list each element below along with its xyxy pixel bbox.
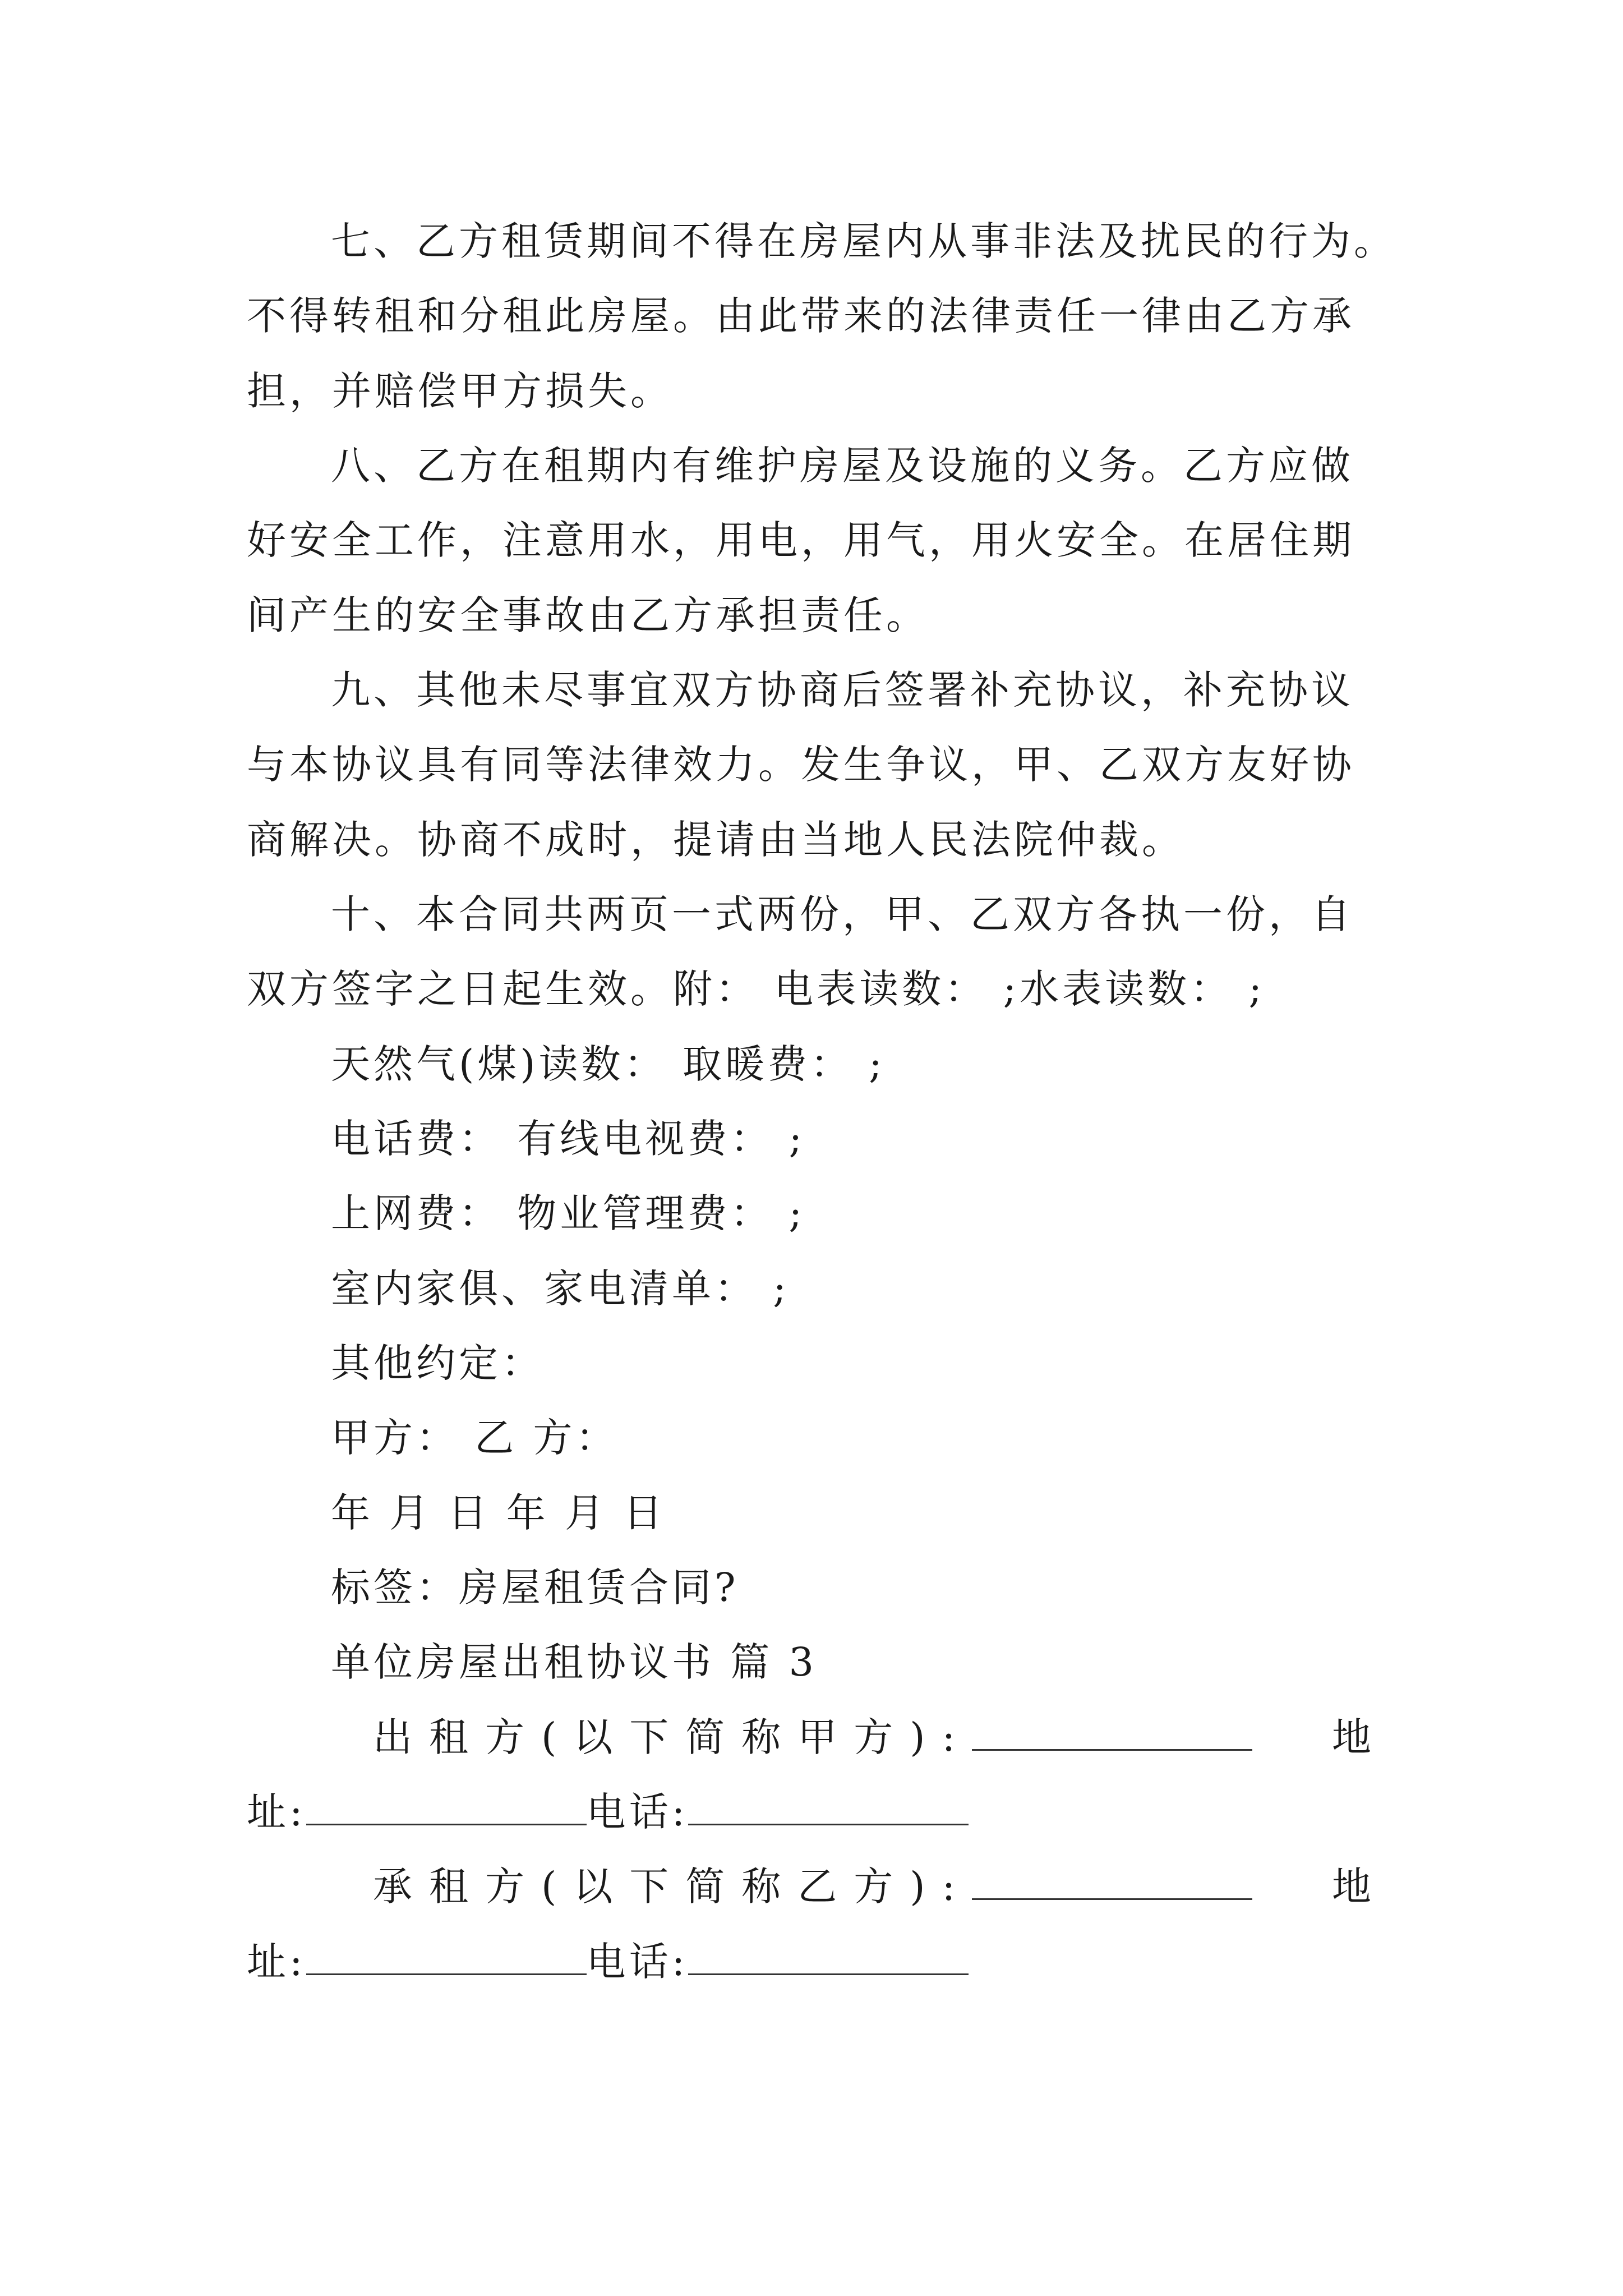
lessor-address-label-1: 地 (1332, 1714, 1375, 1760)
lessee-address-label-2: 址: (247, 1939, 306, 1985)
signature-parties-line: 甲方： 乙 方： (331, 1415, 619, 1461)
clause-8-line-1: 八、乙方在租期内有维护房屋及设施的义务。乙方应做 (331, 443, 1354, 489)
lessee-phone-label: 电话: (586, 1939, 689, 1985)
clause-8-line-3: 间产生的安全事故由乙方承担责任。 (247, 592, 929, 638)
clause-7-line-3: 担，并赔偿甲方损失。 (247, 368, 673, 414)
clause-8-line-2: 好安全工作，注意用水，用电，用气，用火安全。在居住期 (247, 517, 1355, 563)
lessee-phone-blank (688, 1939, 969, 1975)
clause-10-line-1: 十、本合同共两页一式两份，甲、乙双方各执一份，自 (331, 891, 1354, 937)
clause-9-line-3: 商解决。协商不成时，提请由当地人民法院仲裁。 (247, 817, 1184, 863)
section-title: 单位房屋出租协议书 篇 3 (331, 1639, 818, 1685)
gas-heating-line: 天然气(煤)读数： 取暖费： ; (331, 1041, 886, 1087)
lessor-address-label-2: 址: (247, 1789, 306, 1835)
lessor-name-blank (972, 1714, 1252, 1751)
clause-7-line-2: 不得转租和分租此房屋。由此带来的法律责任一律由乙方承 (247, 293, 1355, 339)
lessee-name-blank (972, 1864, 1252, 1900)
clause-10-line-2: 双方签字之日起生效。附： 电表读数： ;水表读数： ; (247, 966, 1265, 1012)
lessee-label: 承租方(以下简称乙方): (373, 1864, 972, 1910)
lessor-address-row (247, 1787, 1391, 1837)
lessor-address-blank (306, 1789, 587, 1825)
clause-9-line-1: 九、其他未尽事宜双方协商后签署补充协议，补充协议 (331, 667, 1354, 713)
lessor-phone-label: 电话: (586, 1789, 689, 1835)
tags-line: 标签：房屋租赁合同? (331, 1565, 739, 1611)
internet-property-line: 上网费： 物业管理费： ; (331, 1190, 806, 1236)
lessee-address-blank (306, 1939, 587, 1975)
lessor-phone-blank (688, 1789, 969, 1825)
signature-date-line: 年 月 日 年 月 日 (331, 1490, 666, 1536)
lessee-address-row (247, 1936, 1391, 1987)
clause-7-line-1: 七、乙方租赁期间不得在房屋内从事非法及扰民的行为。 (331, 218, 1396, 264)
lessee-address-label-1: 地 (1332, 1864, 1375, 1910)
clause-9-line-2: 与本协议具有同等法律效力。发生争议，甲、乙双方友好协 (247, 742, 1355, 788)
furniture-list-line: 室内家俱、家电清单： ; (331, 1266, 790, 1312)
other-terms-line: 其他约定： (331, 1340, 544, 1386)
phone-tv-line: 电话费： 有线电视费： ; (331, 1116, 806, 1162)
lessor-label: 出租方(以下简称甲方): (373, 1714, 972, 1760)
